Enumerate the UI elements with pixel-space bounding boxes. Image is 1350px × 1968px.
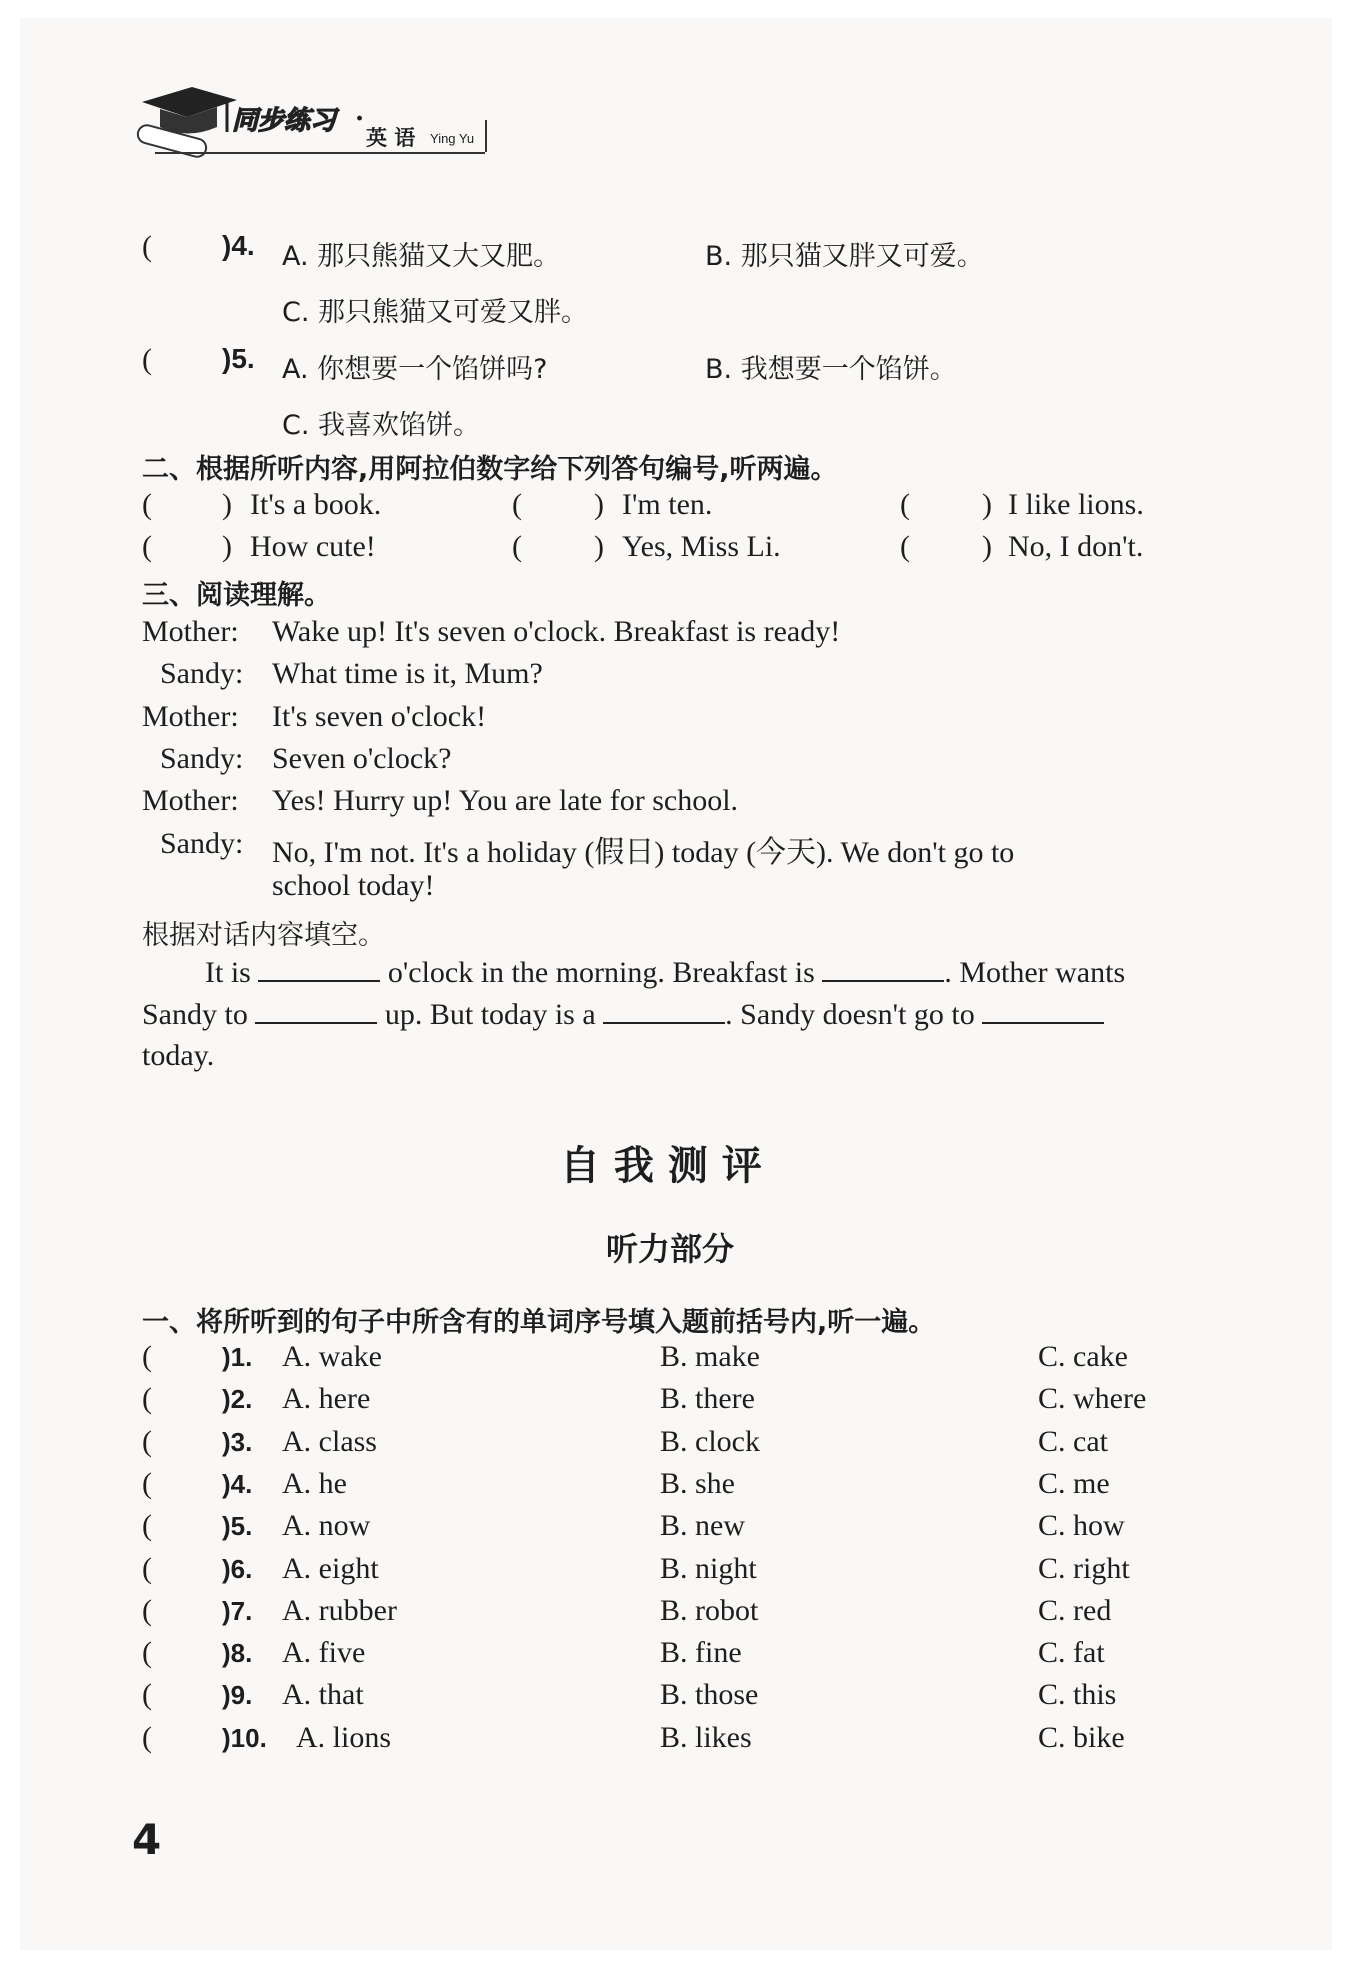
question-number: )6. (222, 1554, 253, 1584)
q4-open: ( (142, 230, 152, 263)
dialogue-speaker: Mother: (142, 615, 239, 648)
p2-close-6: ) (982, 530, 992, 563)
option-a: A. lions (296, 1721, 392, 1754)
option-c: C. red (1038, 1594, 1112, 1627)
header-dot: · (355, 104, 365, 134)
answer-blank[interactable] (258, 954, 380, 982)
answer-bracket-open: ( (142, 1678, 152, 1711)
answer-bracket-open: ( (142, 1467, 152, 1500)
question-number: )3. (222, 1427, 253, 1457)
p2-open-2: ( (512, 488, 522, 521)
q4-option-b: B. 那只猫又胖又可爱。 (705, 241, 984, 272)
dialogue-speaker: Sandy: (160, 657, 244, 690)
answer-bracket-open: ( (142, 1552, 152, 1585)
p2-close-3: ) (982, 488, 992, 521)
fill-line-1 (205, 954, 1125, 990)
option-a: A. five (282, 1636, 366, 1669)
answer-blank[interactable] (822, 954, 944, 982)
fill-text: up. But today is a (384, 998, 596, 1031)
question-number: )7. (222, 1596, 253, 1626)
answer-bracket-open: ( (142, 1509, 152, 1542)
option-b: B. robot (660, 1594, 759, 1627)
fill-text: . Sandy doesn't go to (725, 998, 975, 1031)
fill-instruction: 根据对话内容填空。 (142, 920, 385, 951)
answer-bracket-open: ( (142, 1425, 152, 1458)
dialogue-line: It's seven o'clock! (272, 700, 487, 733)
page-number: 4 (132, 1815, 162, 1864)
option-b: B. she (660, 1467, 735, 1500)
option-b: B. clock (660, 1425, 760, 1458)
option-a: A. now (282, 1509, 371, 1542)
p2-close-2: ) (594, 488, 604, 521)
question-number: )5. (222, 1511, 253, 1541)
answer-bracket-open: ( (142, 1340, 152, 1373)
option-a: A. here (282, 1382, 371, 1415)
p2-item-4: How cute! (250, 530, 376, 563)
answer-blank[interactable] (603, 996, 725, 1024)
p2-item-1: It's a book. (250, 488, 382, 521)
p2-item-6: No, I don't. (1008, 530, 1144, 563)
answer-blank[interactable] (982, 996, 1104, 1024)
p2-open-4: ( (142, 530, 152, 563)
question-number: )10. (222, 1723, 267, 1753)
dialogue-line: What time is it, Mum? (272, 657, 543, 690)
option-b: B. those (660, 1678, 759, 1711)
option-c: C. cat (1038, 1425, 1108, 1458)
option-c: C. cake (1038, 1340, 1128, 1373)
dialogue-line: Seven o'clock? (272, 742, 452, 775)
p2-close-1: ) (222, 488, 232, 521)
subject-pinyin: Ying Yu (430, 131, 475, 146)
dialogue-line: Wake up! It's seven o'clock. Breakfast is ready! (272, 615, 841, 648)
answer-bracket-open: ( (142, 1721, 152, 1754)
q5-option-a: A. 你想要一个馅饼吗? (282, 354, 548, 385)
option-a: A. class (282, 1425, 377, 1458)
p2-close-5: ) (594, 530, 604, 563)
option-a: A. he (282, 1467, 347, 1500)
option-b: B. there (660, 1382, 755, 1415)
fill-text: o'clock in the morning. Breakfast is (387, 956, 815, 989)
option-c: C. where (1038, 1382, 1147, 1415)
header-underline (155, 152, 485, 154)
answer-bracket-open: ( (142, 1594, 152, 1627)
p2-open-3: ( (900, 488, 910, 521)
question-number: )2. (222, 1384, 253, 1414)
header-logo (132, 82, 242, 162)
part2-heading: 二、根据所听内容,用阿拉伯数字给下列答句编号,听两遍。 (142, 454, 838, 485)
q5-option-c: C. 我喜欢馅饼。 (282, 410, 481, 441)
section-title: 自 我 测 评 (560, 1143, 762, 1189)
question-number: )1. (222, 1342, 253, 1372)
dialogue-line: Yes! Hurry up! You are late for school. (272, 784, 739, 817)
q5-number: )5. (222, 343, 255, 374)
option-a: A. that (282, 1678, 364, 1711)
section-subtitle: 听力部分 (606, 1230, 735, 1268)
option-c: C. how (1038, 1509, 1125, 1542)
p2-item-5: Yes, Miss Li. (622, 530, 781, 563)
p2-open-1: ( (142, 488, 152, 521)
question-number: )4. (222, 1469, 253, 1499)
question-number: )8. (222, 1638, 253, 1668)
answer-bracket-open: ( (142, 1382, 152, 1415)
dialogue-speaker: Mother: (142, 700, 239, 733)
series-title: 同步练习 (232, 106, 337, 136)
q4-option-c: C. 那只熊猫又可爱又胖。 (282, 297, 589, 328)
option-c: C. bike (1038, 1721, 1125, 1754)
option-b: B. new (660, 1509, 745, 1542)
option-c: C. this (1038, 1678, 1117, 1711)
dialogue-speaker: Sandy: (160, 742, 244, 775)
option-b: B. make (660, 1340, 760, 1373)
p2-item-2: I'm ten. (622, 488, 713, 521)
option-a: A. eight (282, 1552, 379, 1585)
p2-open-5: ( (512, 530, 522, 563)
fill-text: . Mother wants (944, 956, 1126, 989)
p2-open-6: ( (900, 530, 910, 563)
q4-option-a: A. 那只熊猫又大又肥。 (282, 241, 561, 272)
answer-blank[interactable] (255, 996, 377, 1024)
dialogue-line-continued: school today! (272, 869, 435, 902)
question-number: )9. (222, 1680, 253, 1710)
part3-heading: 三、阅读理解。 (142, 580, 331, 611)
dialogue-speaker: Mother: (142, 784, 239, 817)
fill-text: today. (142, 1039, 215, 1072)
fill-text: Sandy to (142, 998, 248, 1031)
option-c: C. me (1038, 1467, 1110, 1500)
option-a: A. wake (282, 1340, 382, 1373)
q5-open: ( (142, 343, 152, 376)
header-divider (485, 120, 487, 152)
option-c: C. right (1038, 1552, 1130, 1585)
listening-heading: 一、将所听到的句子中所含有的单词序号填入题前括号内,听一遍。 (142, 1307, 936, 1338)
dialogue-speaker: Sandy: (160, 827, 244, 860)
p2-item-3: I like lions. (1008, 488, 1144, 521)
p2-close-4: ) (222, 530, 232, 563)
subject-cn: 英 语 (366, 126, 416, 150)
option-b: B. fine (660, 1636, 742, 1669)
option-a: A. rubber (282, 1594, 397, 1627)
fill-line-2 (142, 996, 1104, 1032)
q5-option-b: B. 我想要一个馅饼。 (705, 354, 957, 385)
option-c: C. fat (1038, 1636, 1105, 1669)
option-b: B. likes (660, 1721, 752, 1754)
fill-text: It is (205, 956, 251, 989)
graduation-cap-icon (132, 82, 242, 162)
dialogue-line: No, I'm not. It's a holiday (假日) today (今天). We don't go to (272, 836, 1015, 869)
q4-number: )4. (222, 230, 255, 261)
answer-bracket-open: ( (142, 1636, 152, 1669)
option-b: B. night (660, 1552, 757, 1585)
